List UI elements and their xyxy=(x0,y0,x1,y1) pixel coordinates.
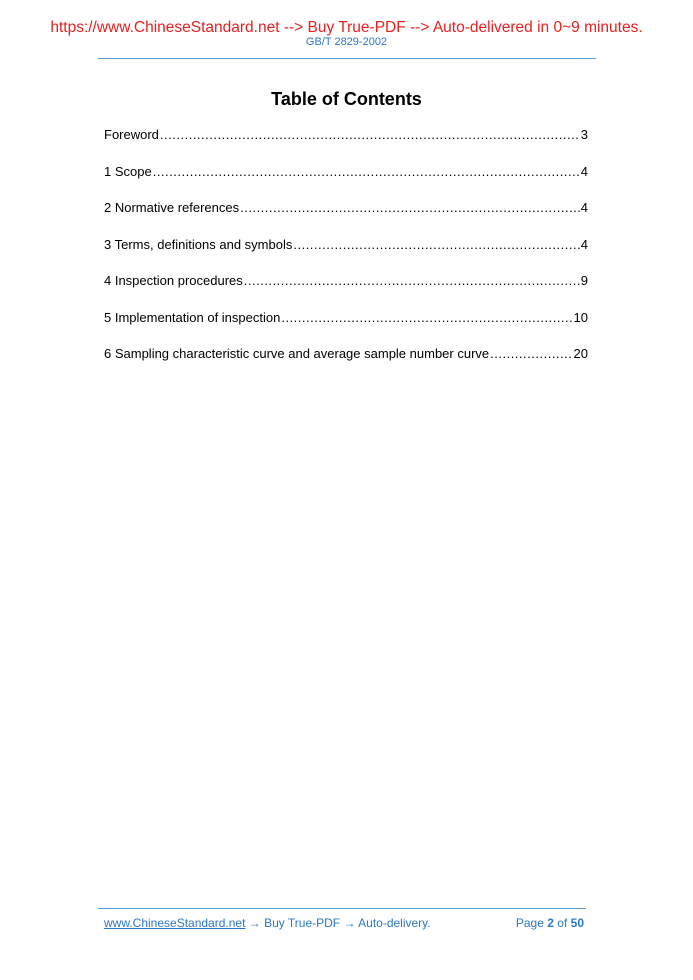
toc-dot-leader xyxy=(244,272,580,289)
toc-entry-page: 4 xyxy=(580,236,588,252)
footer-delivery-text: Auto-delivery. xyxy=(358,916,431,930)
toc-entry-label: 2 Normative references xyxy=(104,200,240,215)
toc-entry-page: 4 xyxy=(580,163,588,179)
toc-dot-leader xyxy=(281,309,572,326)
toc-entry-normative-references[interactable] xyxy=(104,199,588,216)
toc-dot-leader xyxy=(293,236,579,253)
toc-entry-label: 3 Terms, definitions and symbols xyxy=(104,236,293,252)
toc-entry-page: 20 xyxy=(573,346,588,361)
footer-divider xyxy=(98,908,586,909)
toc-entry-label: 6 Sampling characteristic curve and average sample number curve xyxy=(104,346,490,361)
page-number xyxy=(516,916,584,931)
toc-entry-label: 5 Implementation of inspection xyxy=(104,309,281,325)
toc-dot-leader xyxy=(490,345,572,362)
page-label: Page xyxy=(515,916,544,930)
page-title: Table of Contents xyxy=(271,89,422,109)
toc-entry-page: 4 xyxy=(580,200,588,215)
toc-entry-scope[interactable] xyxy=(104,163,588,180)
standard-code: GB/T 2829-2002 xyxy=(305,36,388,48)
promo-banner[interactable]: https://www.ChineseStandard.net --> Buy True-PDF --> Auto-delivered in 0~9 minutes. xyxy=(50,19,643,36)
toc-dot-leader xyxy=(153,163,580,180)
toc-entry-page: 10 xyxy=(573,309,588,325)
footer-buy-text: Buy True-PDF xyxy=(264,916,341,930)
toc-dot-leader xyxy=(240,199,580,216)
toc-entry-sampling-curves[interactable] xyxy=(104,345,588,362)
toc-entry-label: 1 Scope xyxy=(104,163,152,179)
arrow-icon: → xyxy=(340,916,359,930)
page-total: 50 xyxy=(570,916,584,930)
footer-site-link[interactable]: www.ChineseStandard.net xyxy=(104,916,246,930)
table-of-contents xyxy=(104,126,588,382)
toc-entry-label: Foreword xyxy=(104,127,159,142)
toc-entry-implementation[interactable] xyxy=(104,309,588,326)
toc-entry-terms-definitions[interactable] xyxy=(104,236,588,253)
toc-entry-page: 9 xyxy=(580,273,588,288)
toc-entry-foreword[interactable] xyxy=(104,126,588,143)
header-divider xyxy=(98,58,596,59)
footer-promo xyxy=(104,916,431,931)
toc-entry-page: 3 xyxy=(580,127,588,142)
toc-entry-label: 4 Inspection procedures xyxy=(104,273,243,288)
toc-dot-leader xyxy=(160,126,580,143)
page-current: 2 xyxy=(547,916,554,930)
arrow-icon: → xyxy=(245,916,265,930)
page-footer xyxy=(104,916,584,931)
toc-entry-inspection-procedures[interactable] xyxy=(104,272,588,289)
page-of: of xyxy=(557,916,568,930)
